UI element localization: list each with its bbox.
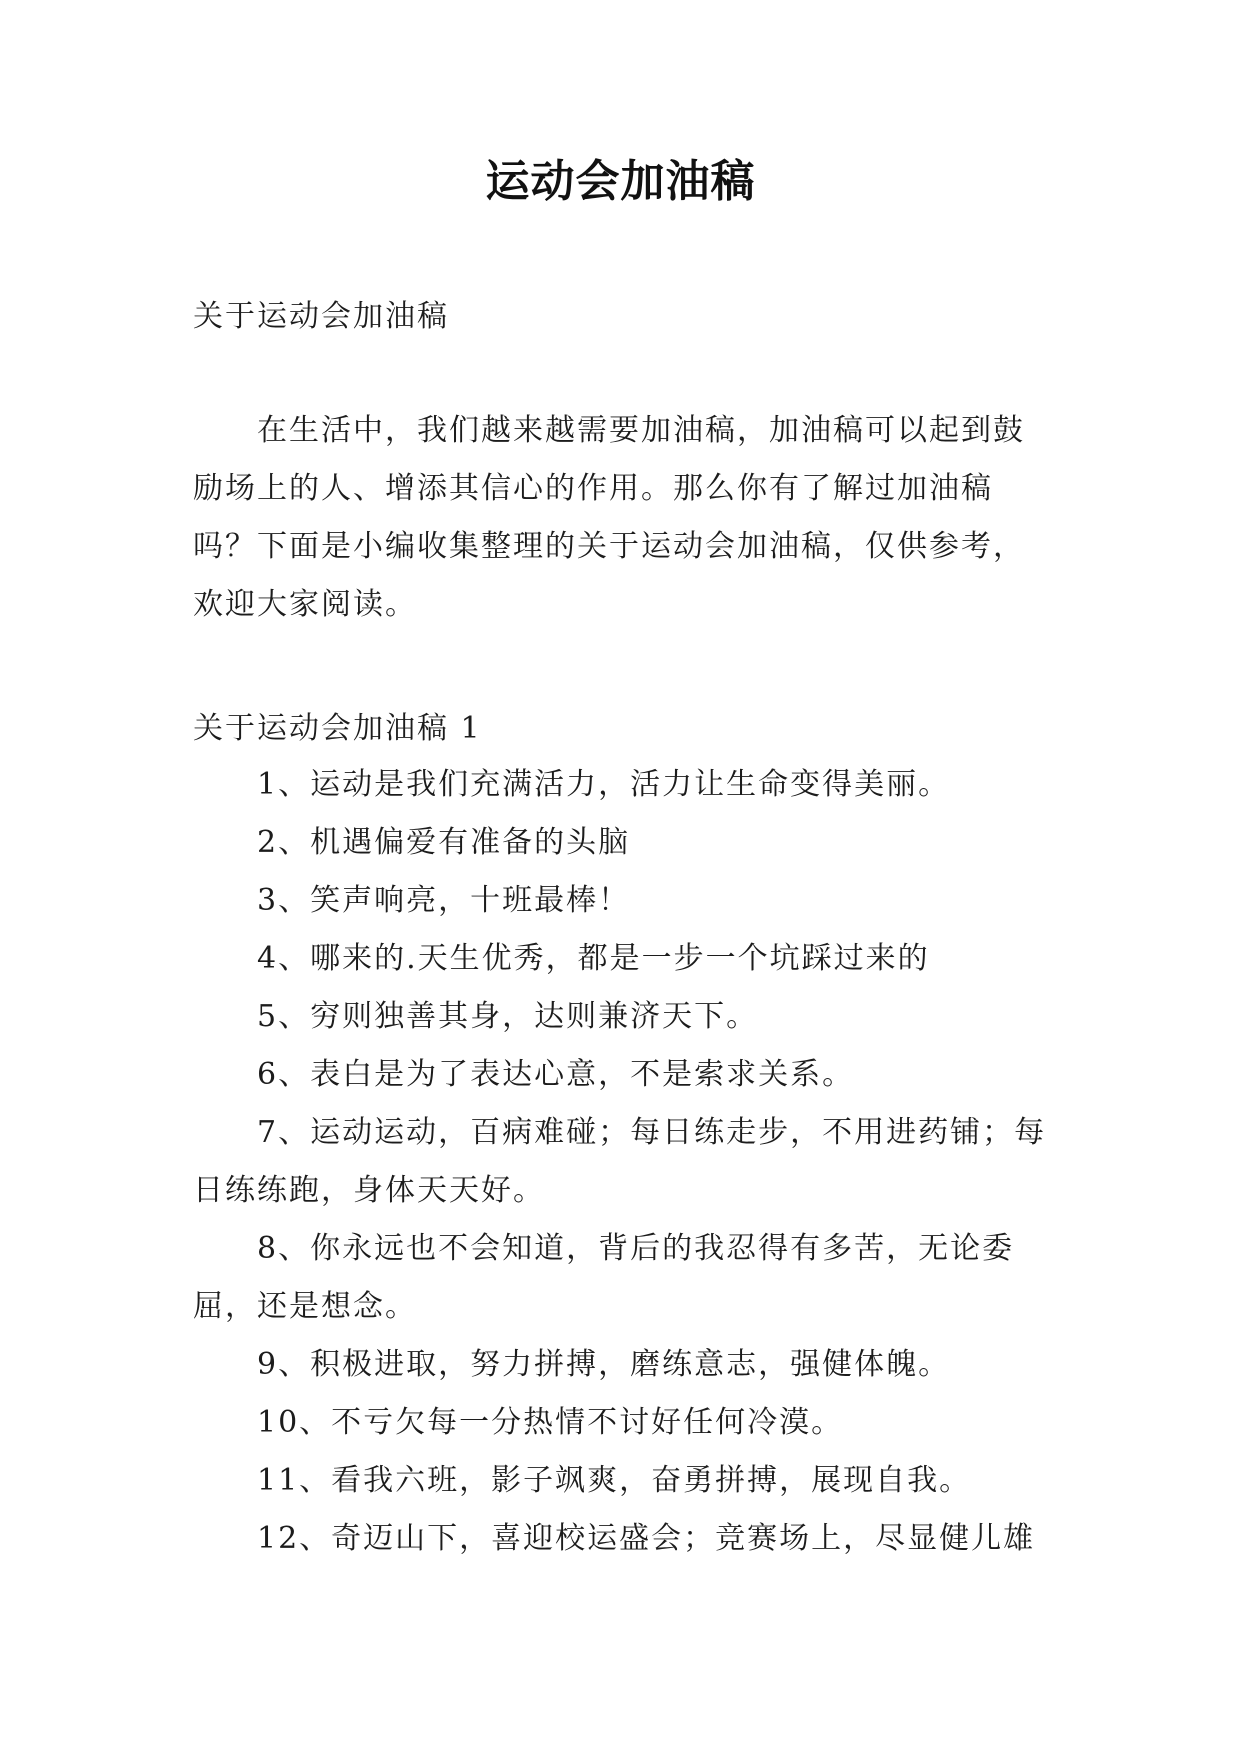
list-item: 8、你永远也不会知道，背后的我忍得有多苦，无论委屈，还是想念。 [193, 1231, 1015, 1324]
intro-paragraph: 在生活中，我们越来越需要加油稿，加油稿可以起到鼓励场上的人、增添其信心的作用。那么你有了解过加油稿吗？下面是小编收集整理的关于运动会加油稿，仅供参考，欢迎大家阅读。 [193, 413, 1025, 622]
document-subtitle: 关于运动会加油稿 [193, 299, 449, 334]
document-title: 运动会加油稿 [485, 156, 756, 207]
section-heading: 关于运动会加油稿 1 [193, 711, 482, 746]
list-item: 10、不亏欠每一分热情不讨好任何冷漠。 [257, 1405, 844, 1440]
list-item: 9、积极进取，努力拼搏，磨练意志，强健体魄。 [257, 1347, 951, 1382]
list-item: 6、表白是为了表达心意，不是索求关系。 [257, 1057, 855, 1092]
list-item: 1、运动是我们充满活力，活力让生命变得美丽。 [257, 767, 951, 802]
list-item: 2、机遇偏爱有准备的头脑 [257, 825, 631, 860]
list-item: 5、穷则独善其身，达则兼济天下。 [257, 999, 759, 1034]
cheer-list [193, 756, 1053, 1568]
list-item: 4、哪来的.天生优秀，都是一步一个坑踩过来的 [257, 941, 930, 976]
list-item: 11、看我六班，影子飒爽，奋勇拼搏，展现自我。 [257, 1463, 972, 1498]
list-item: 12、奇迈山下，喜迎校运盛会；竞赛场上，尽显健儿雄 [257, 1521, 1036, 1556]
list-item: 3、笑声响亮，十班最棒！ [257, 883, 631, 918]
list-item: 7、运动运动，百病难碰；每日练走步，不用进药铺；每日练练跑，身体天天好。 [193, 1115, 1047, 1208]
